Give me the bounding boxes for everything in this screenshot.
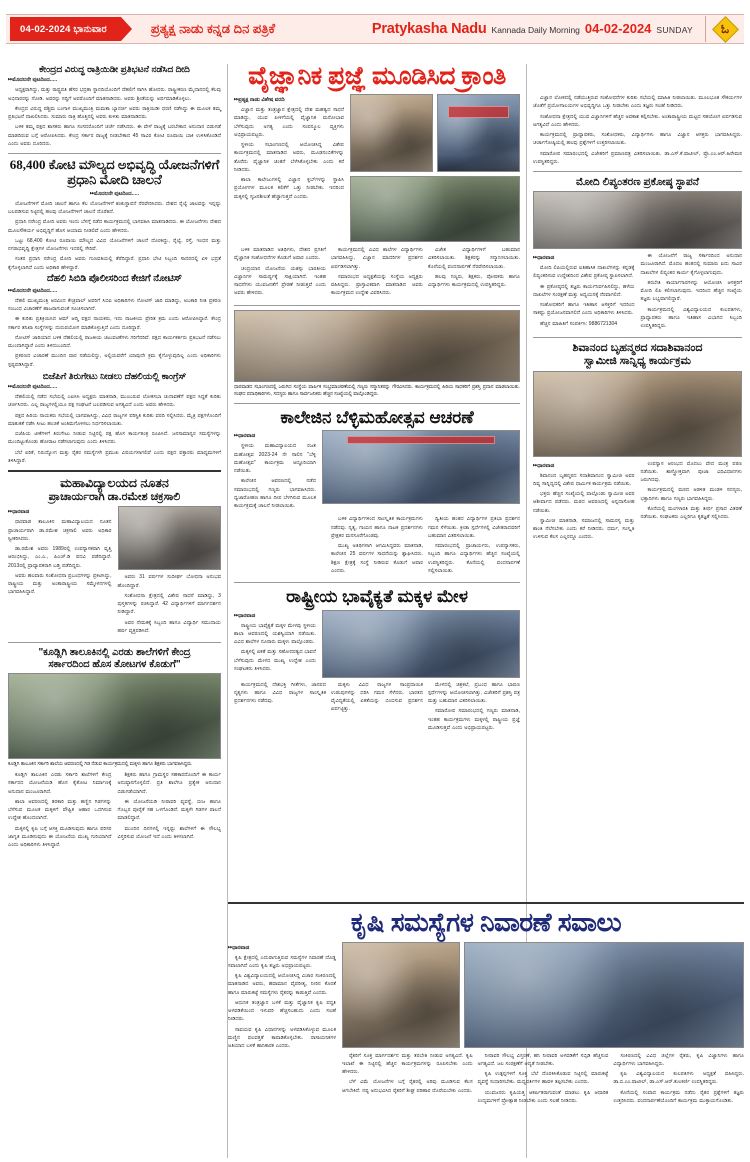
story-modi-projects-body bbox=[8, 200, 221, 272]
story-mela-body1 bbox=[234, 622, 316, 674]
felicitation-group-photo-caption: ಧಾರವಾಡದ ಸಭಾಂಗಣದಲ್ಲಿ ಜರುಗಿದ ಸಂಸ್ಥೆಯ ವಾರ್ಷಿಕ ಸಂಭ್ರಮಾಚರಣೆಯಲ್ಲಿ ಗಣ್ಯರು ಸನ್ಮಾನಿತರನ್ನು ಗೌರವಿಸಿದರು. ಕಾರ್ಯಕ್ರಮದಲ್ಲಿ ಹಿರಿಯ ಸಾಧಕರಿಗೆ ಪ್ರಶಸ್ತಿ ಪ್ರದಾನ ಮಾಡಲಾಯಿತು. ಸಂಘದ ಪದಾಧಿಕಾರಿಗಳು, ಸದಸ್ಯರು ಹಾಗೂ ಸಾರ್ವಜನಿಕರು ಹೆಚ್ಚಿನ ಸಂಖ್ಯೆಯಲ್ಲಿ ಪಾಲ್ಗೊಂಡಿದ್ದರು. bbox=[234, 384, 520, 397]
paragraph: ಸ್ಥಳೀಯ ಸಭಾಂಗಣದಲ್ಲಿ ಆಯೋಜಿಸಿದ್ದ ವಿಶೇಷ ಕಾರ್ಯಕ್ರಮದಲ್ಲಿ ಮಾತನಾಡಿದ ಅವರು, ಮೂಢನಂಬಿಕೆಗಳನ್ನು ತೊರೆದು ವೈಜ್ಞಾನಿಕ ಚಿಂತನೆ ಬೆಳೆಸಿಕೊಳ್ಳಬೇಕು ಎಂದು ಕರೆ ನೀಡಿದರು. bbox=[234, 142, 344, 173]
kudligi-school-photo bbox=[8, 673, 221, 759]
story-delhi-notice-headline: ದೆಹಲಿ ಸಿಬಿಡಿ ಪೊಲೀಸರಿಂದ ಕೇಜಿಗೆ ನೋಟಿಸ್ bbox=[46, 272, 182, 284]
lead-body-col1 bbox=[234, 246, 326, 300]
lead-photos bbox=[350, 94, 520, 242]
paragraph: ಧಾರವಾಡ ತಾಲೂಕಿನ ಮಹಾವಿದ್ಯಾಲಯದ ನೂತನ ಪ್ರಾಚಾರ್ಯರಾಗಿ ಡಾ.ರಮೇಶ ಚಕ್ರಸಾಲಿ ಅವರು ಅಧಿಕಾರ ಸ್ವೀಕರಿಸಿದರು. bbox=[8, 519, 112, 542]
paragraph: ವಿಜ್ಞಾನ ಮತ್ತು ತಂತ್ರಜ್ಞಾನ ಕ್ಷೇತ್ರದಲ್ಲಿ ದೇಶ ಮಹತ್ವದ ಸಾಧನೆ ಮಾಡಿದ್ದು, ಯುವ ಪೀಳಿಗೆಯಲ್ಲಿ ವೈಜ್ಞಾನಿಕ ಮನೋಭಾವ ಬೆಳೆಸುವುದು ಅಗತ್ಯ ಎಂದು ಸಂಪನ್ಮೂಲ ವ್ಯಕ್ತಿಗಳು ಅಭಿಪ್ರಾಯಪಟ್ಟರು. bbox=[234, 107, 344, 138]
paragraph: ಈ ಯೋಜನೆಗೆ ರಾಜ್ಯ ಸರ್ಕಾರದಿಂದ ಅನುದಾನ ಮಂಜೂರಾಗಿದೆ. ಮೊದಲ ಹಂತದಲ್ಲಿ ಸುಮಾರು ಐದು ಸಾವಿರ ದಾಖಲೆಗಳ ಲಿಪ್ಯಂತರ ಕಾರ್ಯ ಕೈಗೊಳ್ಳಲಾಗುವುದು. bbox=[640, 253, 742, 276]
lead-sidebar-text bbox=[533, 94, 742, 166]
paragraph: ಸಂಶೋಧಕರಿಗೆ ಹಾಗೂ ಇತಿಹಾಸ ಆಸಕ್ತರಿಗೆ ಇದರಿಂದ ಸಾಕಷ್ಟು ಪ್ರಯೋಜನವಾಗಲಿದೆ ಎಂದು ಅಧಿಕಾರಿಗಳು ತಿಳಿಸಿದರು. bbox=[533, 302, 635, 317]
bottom-story-text-columns bbox=[342, 1052, 744, 1108]
kudligi-school-photo-caption: ಕೂಡ್ಲಿಗಿ ತಾಲೂಕಿನ ಸರ್ಕಾರಿ ಶಾಲೆಯ ಆವರಣದಲ್ಲಿ ಗಿಡ ನೆಡುವ ಕಾರ್ಯಕ್ರಮದಲ್ಲಿ ಮಕ್ಕಳು ಹಾಗೂ ಶಿಕ್ಷಕರು ಭಾಗವಹಿಸಿದ್ದರು. bbox=[8, 762, 193, 767]
paragraph: ಸಂಶೋಧನಾ ಕ್ಷೇತ್ರದಲ್ಲಿ ವಿಶೇಷ ಸಾಧನೆ ಮಾಡಿದ್ದು, 3 ಪುಸ್ತಕಗಳನ್ನು ರಚಿಸಿದ್ದಾರೆ. 42 ವಿದ್ಯಾರ್ಥಿಗಳಿಗೆ ಮಾರ್ಗದರ್ಶನ ನೀಡಿದ್ದಾರೆ. bbox=[117, 592, 221, 616]
paragraph: ಹಲವು ಗಣ್ಯರು, ಶಿಕ್ಷಕರು, ಪೋಷಕರು ಹಾಗೂ ವಿದ್ಯಾರ್ಥಿಗಳು ಕಾರ್ಯಕ್ರಮದಲ್ಲಿ ಉಪಸ್ಥಿತರಿದ್ದರು. bbox=[428, 273, 520, 288]
masthead-english-block bbox=[372, 21, 705, 37]
paragraph: ಉಪನ್ಯಾಸ ಆರಂಭದ ಮೊದಲು ವೇದ ಮಂತ್ರ ಪಠಣ ನಡೆಯಿತು. ಶಾಸ್ತ್ರೋಕ್ತವಾಗಿ ಪೂಜಾ ವಿಧಿವಿಧಾನಗಳು ಜರುಗಿದವು. bbox=[640, 460, 742, 484]
story-college-top bbox=[234, 430, 520, 512]
paragraph: ಈ ಪ್ರಕೋಷ್ಠದಲ್ಲಿ ತಜ್ಞರು ಕಾರ್ಯನಿರ್ವಹಿಸಲಿದ್ದು, ಹಳೆಯ ದಾಖಲೆಗಳ ಸಂರಕ್ಷಣೆ ಮತ್ತು ಅಧ್ಯಯನಕ್ಕೆ ನೆರವಾಗಲಿದೆ. bbox=[533, 283, 635, 298]
paragraph: ಸ್ಥಳೀಯ ಮಹಾವಿದ್ಯಾಲಯದ ರಜತ ಮಹೋತ್ಸವ 2023-24 ನೇ ಸಾಲಿನ "ಬೆಳ್ಳಿ ಮಹೋತ್ಸವ" ಕಾರ್ಯಕ್ರಮ ಅದ್ಧೂರಿಯಾಗಿ ನಡೆಯಿತು. bbox=[234, 443, 316, 475]
photo-figures bbox=[323, 642, 519, 672]
paragraph: ಕೇಂದ್ರದ ವಿರುದ್ಧ ಪಶ್ಚಿಮ ಬಂಗಾಳ ಮುಖ್ಯಮಂತ್ರಿ ಮಮತಾ ಬ್ಯಾನರ್ಜಿ ಅವರು ರಾತ್ರಿಯಿಡೀ ಧರಣಿ ನಡೆಸಿದ್ದು ಈ ಮೂಲಕ ತಮ್ಮ ಪ್ರತಿಭಟನೆ ದಾಖಲಿಸಿದರು. ಸುಮಾರು ರಾತ್ರಿ ಹೊತ್ತಿನಲ್ಲಿ ಅವರು ಕುಳಿತು ಮಾತನಾಡಿದರು. bbox=[8, 105, 221, 121]
paragraph: ತರಬೇತಿ ಕಾರ್ಯಾಗಾರಗಳನ್ನು ಆಯೋಜಿಸಿ ಆಸಕ್ತರಿಗೆ ಮೋದಿ ಲಿಪಿ ಕಲಿಸಲಾಗುವುದು. ಇದರಿಂದ ಹೆಚ್ಚಿನ ಸಂಖ್ಯೆಯ ತಜ್ಞರು ಲಭ್ಯವಾಗಲಿದ್ದಾರೆ. bbox=[640, 279, 742, 303]
story-modi-projects bbox=[8, 158, 221, 272]
lead-body-left bbox=[234, 106, 344, 201]
paragraph: ವಿಜೇತ ವಿದ್ಯಾರ್ಥಿಗಳಿಗೆ ಬಹುಮಾನ ವಿತರಿಸಲಾಯಿತು. ಶಿಕ್ಷಕರನ್ನು ಸನ್ಮಾನಿಸಲಾಯಿತು. ಕೊನೆಯಲ್ಲಿ ವಂದನಾರ್ಪಣೆ ನೆರವೇರಿಸಲಾಯಿತು. bbox=[428, 247, 520, 270]
story-college-dateline: ▸▸ ಧಾರವಾಡ bbox=[234, 433, 316, 440]
lead-byline: ▸▸ ಪ್ರತ್ಯಕ್ಷ ನಾಡು ವಿಶೇಷ ವರದಿ bbox=[234, 97, 344, 104]
paragraph: ಮುಖ್ಯ ಅತಿಥಿಗಳಾಗಿ ಆಗಮಿಸಿದ್ದವರು ಮಾತನಾಡಿ, ಕಾಲೇಜಿನ 25 ವರ್ಷಗಳ ಸಾಧನೆಯನ್ನು ಶ್ಲಾಘಿಸಿದರು. ಶಿಕ್ಷಣ ಕ್ಷೇತ್ರಕ್ಕೆ ಸಂಸ್ಥೆ ನೀಡಿರುವ ಕೊಡುಗೆ ಅಪಾರ ಎಂದರು. bbox=[331, 543, 423, 574]
paragraph: ಮೋದಿ ಲಿಪಿಯಲ್ಲಿರುವ ಐತಿಹಾಸಿಕ ದಾಖಲೆಗಳನ್ನು ಕನ್ನಡಕ್ಕೆ ಲಿಪ್ಯಂತರಿಸುವ ಉದ್ದೇಶದಿಂದ ವಿಶೇಷ ಪ್ರಕೋಷ್ಠ ಸ್ಥಾಪಿಸಲಾಗಿದೆ. bbox=[533, 265, 635, 280]
story-mela-col1 bbox=[234, 610, 316, 678]
photo-figures bbox=[351, 208, 519, 237]
divider bbox=[533, 337, 742, 338]
paragraph: ಸಮಾರೋಪ ಸಮಾರಂಭದಲ್ಲಿ ಗಣ್ಯರು ಮಾತನಾಡಿ, ಇಂತಹ ಕಾರ್ಯಕ್ರಮಗಳು ಮಕ್ಕಳಲ್ಲಿ ರಾಷ್ಟ್ರೀಯ ಪ್ರಜ್ಞೆ ಮೂಡಿಸುತ್ತವೆ ಎಂದು ಅಭಿಪ್ರಾಯಪಟ್ಟರು. bbox=[428, 708, 520, 731]
paragraph: ಈ ಕುರಿತು ಪ್ರತಿಕ್ರಿಯಿಸಿದ ಆಮ್ ಆದ್ಮಿ ಪಕ್ಷದ ನಾಯಕರು, ಇದು ರಾಜಕೀಯ ಪ್ರೇರಿತ ಕ್ರಮ ಎಂದು ಆರೋಪಿಸಿದ್ದಾರೆ. ಕೇಂದ್ರ ಸರ್ಕಾರ ತನಿಖಾ ಸಂಸ್ಥೆಗಳನ್ನು ದುರುಪಯೋಗ ಮಾಡಿಕೊಳ್ಳುತ್ತಿದೆ ಎಂದು ದೂರಿದ್ದಾರೆ. bbox=[8, 316, 221, 331]
paragraph: ವಿಜ್ಞಾನ ಲೋಕದಲ್ಲಿ ನಡೆಯುತ್ತಿರುವ ಸಂಶೋಧನೆಗಳ ಕುರಿತು ಸಭೆಯಲ್ಲಿ ಮಾಹಿತಿ ನೀಡಲಾಯಿತು. ಮೂಲಭೂತ ಸೌಕರ್ಯಗಳ ಜೊತೆಗೆ ಪ್ರಯೋಗಾಲಯಗಳ ಅಭಿವೃದ್ಧಿಗೂ ಒತ್ತು ನೀಡಬೇಕು ಎಂದು ತಜ್ಞರು ಸಲಹೆ ನೀಡಿದರು. bbox=[533, 95, 742, 110]
paragraph: ನೋಟಿಸ್ ಜಾರಿಯಾದ ಬಳಿಕ ದೆಹಲಿಯಲ್ಲಿ ರಾಜಕೀಯ ಚಟುವಟಿಕೆಗಳು ಗರಿಗೆದರಿವೆ. ಪಕ್ಷದ ಕಾರ್ಯಕರ್ತರು ಪ್ರತಿಭಟನೆ ನಡೆಸಲು ಮುಂದಾಗಿದ್ದಾರೆ ಎಂದು ತಿಳಿದುಬಂದಿದೆ. bbox=[8, 334, 221, 350]
paragraph: ಈ ಯೋಜನೆಯಡಿ ನೀರಾವರಿ ವ್ಯವಸ್ಥೆ, ಬೀಜ ಹಾಗೂ ಗೊಬ್ಬರ ಪೂರೈಕೆ ಸಹ ಒಳಗೊಂಡಿದೆ. ಮಕ್ಕಳೇ ಗಿಡಗಳ ಪಾಲನೆ ಮಾಡಲಿದ್ದಾರೆ. bbox=[117, 798, 221, 822]
lead-stage-banner bbox=[448, 106, 510, 118]
story-principal-col-right bbox=[118, 506, 222, 637]
story-congress-headline: ಬಿಜೆಪಿಗೆ ತಿರುಗೇಟು ನೀಡಲು ದೆಹಲಿಯಲ್ಲಿ ಕಾಂಗ್ರೆಸ್ bbox=[42, 370, 187, 381]
paragraph: ಕೃಷಿ ವಿಶ್ವವಿದ್ಯಾಲಯದ ಕುಲಪತಿಗಳು ಅಧ್ಯಕ್ಷತೆ ವಹಿಸಿದ್ದರು. ಡಾ.ಬಿ.ಎಂ.ಪಾಟೀಲ್, ಡಾ.ಎಸ್.ಆರ್.ಕುಲಕರ್ಣಿ ಉಪಸ್ಥಿತರಿದ್ದರು. bbox=[613, 1071, 745, 1086]
paragraph: ಸಾವಯವ ಕೃಷಿ ವಿಧಾನಗಳನ್ನು ಅಳವಡಿಸಿಕೊಳ್ಳುವ ಮೂಲಕ ಮಣ್ಣಿನ ಫಲವತ್ತತೆ ಕಾಪಾಡಿಕೊಳ್ಳಬೇಕು. ರಾಸಾಯನಿಕಗಳ ಅತಿಯಾದ ಬಳಕೆ ಹಾನಿಕಾರಕ ಎಂದರು. bbox=[228, 1026, 336, 1050]
paragraph: ಮಕ್ಕಳು ವಿವಿಧ ರಾಜ್ಯಗಳ ಸಾಂಪ್ರದಾಯಿಕ ಉಡುಪುಗಳನ್ನು ಧರಿಸಿ ಗಮನ ಸೆಳೆದರು. ಭಾರತದ ವೈವಿಧ್ಯತೆಯಲ್ಲಿ ಏಕತೆಯನ್ನು ಬಿಂಬಿಸುವ ಪ್ರದರ್ಶನ ಏರ್ಪಟ್ಟಿತ್ತು. bbox=[331, 681, 423, 713]
story-college-body-col3 bbox=[428, 515, 520, 577]
story-kudligi-headline-line1: "ಕೂಡ್ಲಿಗಿ ತಾಲೂಕಿನಲ್ಲಿ ಎರಡು ಶಾಲೆಗಳಿಗೆ ಕೇಂದ್ರ bbox=[38, 647, 191, 658]
story-shivananda-columns bbox=[533, 460, 742, 544]
story-mela-body-col2 bbox=[331, 681, 423, 735]
story-mela-body-col1 bbox=[234, 681, 326, 735]
story-kudligi-columns bbox=[8, 771, 221, 851]
story-college-silver-jubilee bbox=[234, 408, 520, 577]
bottom-story-agriculture bbox=[228, 902, 744, 1158]
story-mela-headline: ರಾಷ್ಟ್ರೀಯ ಭಾವೈಕ್ಯತೆ ಮಕ್ಕಳ ಮೇಳ bbox=[286, 587, 468, 607]
story-shivananda-body1 bbox=[533, 472, 635, 542]
paragraph: ದ್ವಿತೀಯ ಹಂತದ ವಿದ್ಯಾರ್ಥಿಗಳ ಪ್ರತಿಭಾ ಪ್ರದರ್ಶನ ಗಮನ ಸೆಳೆಯಿತು. ಕ್ರೀಡಾ ಸ್ಪರ್ಧೆಗಳಲ್ಲಿ ವಿಜೇತರಾದವರಿಗೆ ಬಹುಮಾನ ವಿತರಿಸಲಾಯಿತು. bbox=[428, 516, 520, 539]
paragraph: ಕಾಲೇಜಿನ ಆವರಣದಲ್ಲಿ ನಡೆದ ಸಮಾರಂಭದಲ್ಲಿ ಗಣ್ಯರು ಭಾಗವಹಿಸಿದರು. ಧ್ವಜಾರೋಹಣ ಹಾಗೂ ದೀಪ ಬೆಳಗಿಸುವ ಮೂಲಕ ಕಾರ್ಯಕ್ರಮಕ್ಕೆ ಚಾಲನೆ ನೀಡಲಾಯಿತು. bbox=[234, 478, 316, 510]
bottom-story-col3 bbox=[478, 1052, 609, 1108]
bottom-story-col2 bbox=[342, 1052, 473, 1108]
story-principal-headline-line1: ಮಹಾವಿದ್ಯಾಲಯದ ನೂತನ bbox=[60, 476, 169, 491]
paragraph: ಕೃಷಿ ವಿಶ್ವವಿದ್ಯಾಲಯದಲ್ಲಿ ಆಯೋಜಿಸಿದ್ದ ವಿಚಾರ ಸಂಕಿರಣದಲ್ಲಿ ಮಾತನಾಡಿದ ಅವರು, ಹವಾಮಾನ ವೈಪರೀತ್ಯ, ನೀರಿನ ಕೊರತೆ ಹಾಗೂ ಮಾರುಕಟ್ಟೆ ಸಮಸ್ಯೆಗಳು ರೈತರನ್ನು ಕಾಡುತ್ತಿವೆ ಎಂದರು. bbox=[228, 973, 336, 996]
paragraph: ಕಾರ್ಯಕ್ರಮದಲ್ಲಿ ವಿವಿಧ ಶಾಲೆಗಳ ವಿದ್ಯಾರ್ಥಿಗಳು ಭಾಗವಹಿಸಿದ್ದು, ವಿಜ್ಞಾನ ಮಾದರಿಗಳ ಪ್ರದರ್ಶನ ಏರ್ಪಡಿಸಲಾಗಿತ್ತು. bbox=[331, 247, 423, 270]
masthead-logo-icon bbox=[712, 16, 738, 42]
story-congress-body bbox=[8, 393, 221, 465]
paragraph: ಬೆಳೆ ವಿಮೆ ಯೋಜನೆಗಳ ಬಗ್ಗೆ ರೈತರಲ್ಲಿ ಅರಿವು ಮೂಡಿಸುವ ಕೆಲಸ ಆಗಬೇಕಿದೆ. ನಷ್ಟ ಅನುಭವಿಸಿದ ರೈತರಿಗೆ ಶೀಘ್ರ ಪರಿಹಾರ ದೊರೆಯಬೇಕು ಎಂದರು. bbox=[342, 1079, 473, 1094]
divider bbox=[228, 902, 744, 904]
paragraph: ಬೆಲೆ ಏರಿಕೆ, ನಿರುದ್ಯೋಗ ಮತ್ತು ರೈತರ ಸಮಸ್ಯೆಗಳೇ ಪ್ರಮುಖ ವಿಷಯಗಳಾಗಲಿವೆ ಎಂದು ಪಕ್ಷದ ವಕ್ತಾರರು ಮಾಧ್ಯಮಗಳಿಗೆ ತಿಳಿಸಿದ್ದಾರೆ. bbox=[8, 449, 221, 464]
story-modi-script-columns bbox=[533, 252, 742, 332]
paragraph: ಯುವಜನರು ಕೃಷಿಯತ್ತ ಆಕರ್ಷಿತರಾಗುವಂತೆ ಮಾಡಲು ಕೃಷಿ ಆಧಾರಿತ ಉದ್ಯಮಗಳಿಗೆ ಪ್ರೋತ್ಸಾಹ ನೀಡಬೇಕು ಎಂದು ಸಲಹೆ ನೀಡಿದರು. bbox=[477, 1089, 609, 1104]
paragraph: ಶಾಲಾ ಆವರಣದಲ್ಲಿ ತರಕಾರಿ ಮತ್ತು ಹಣ್ಣಿನ ಗಿಡಗಳನ್ನು ಬೆಳೆಸುವ ಮೂಲಕ ಮಕ್ಕಳಿಗೆ ಪೌಷ್ಟಿಕ ಆಹಾರ ಒದಗಿಸುವ ಉದ್ದೇಶ ಹೊಂದಲಾಗಿದೆ. bbox=[8, 798, 112, 822]
lead-body-col2 bbox=[331, 246, 423, 300]
story-kendra-body bbox=[8, 86, 221, 148]
paragraph: ಸಮಾರಂಭದಲ್ಲಿ ಪ್ರಾಚಾರ್ಯರು, ಉಪನ್ಯಾಸಕರು, ಸಿಬ್ಬಂದಿ ಹಾಗೂ ವಿದ್ಯಾರ್ಥಿಗಳು ಹೆಚ್ಚಿನ ಸಂಖ್ಯೆಯಲ್ಲಿ ಉಪಸ್ಥಿತರಿದ್ದರು. ಕೊನೆಯಲ್ಲಿ ವಂದನಾರ್ಪಣೆ ಸಲ್ಲಿಸಲಾಯಿತು. bbox=[428, 543, 520, 574]
story-modi-script-col1 bbox=[533, 252, 635, 332]
story-modi-script-cell bbox=[533, 176, 742, 332]
paragraph: ಸಂಕಿರಣದಲ್ಲಿ ವಿವಿಧ ಜಿಲ್ಲೆಗಳ ರೈತರು, ಕೃಷಿ ವಿಜ್ಞಾನಿಗಳು ಹಾಗೂ ವಿದ್ಯಾರ್ಥಿಗಳು ಭಾಗವಹಿಸಿದ್ದರು. bbox=[613, 1052, 745, 1067]
contact-number: ಹೆಚ್ಚಿನ ಮಾಹಿತಿಗೆ ಸಂಪರ್ಕಿಸಿ: 9886721304 bbox=[540, 320, 618, 327]
masthead bbox=[6, 14, 744, 44]
bottom-story-body1 bbox=[228, 954, 336, 1051]
story-principal-col-left bbox=[8, 506, 112, 637]
bottom-story-photo-and-text bbox=[342, 942, 744, 1108]
paragraph: ಶಿವಾನಂದ ಬೃಹನ್ಮಠದ ಸದಾಶಿವಾನಂದ ಸ್ವಾಮೀಜಿ ಅವರ ದಿವ್ಯ ಸಾನ್ನಿಧ್ಯದಲ್ಲಿ ವಿಶೇಷ ಧಾರ್ಮಿಕ ಕಾರ್ಯಕ್ರಮ ನಡೆಯಿತು. bbox=[533, 472, 635, 487]
paragraph: ರೈತರಿಗೆ ಸೂಕ್ತ ಮಾರ್ಗದರ್ಶನ ಮತ್ತು ತರಬೇತಿ ನೀಡುವ ಅಗತ್ಯವಿದೆ. ಕೃಷಿ ಇಲಾಖೆ ಈ ನಿಟ್ಟಿನಲ್ಲಿ ಹೆಚ್ಚಿನ ಕಾರ್ಯಕ್ರಮಗಳನ್ನು ರೂಪಿಸಬೇಕು ಎಂದು ಹೇಳಿದರು. bbox=[342, 1052, 473, 1076]
paragraph: ಭಕ್ತರು ಹೆಚ್ಚಿನ ಸಂಖ್ಯೆಯಲ್ಲಿ ಪಾಲ್ಗೊಂಡು ಸ್ವಾಮೀಜಿ ಅವರ ಆಶೀರ್ವಾದ ಪಡೆದರು. ಮಠದ ಆವರಣದಲ್ಲಿ ಅನ್ನದಾಸೋಹ ನಡೆಯಿತು. bbox=[533, 491, 635, 514]
photo-figures bbox=[323, 466, 519, 499]
story-shivananda-math bbox=[533, 342, 742, 543]
photo-caption-strip bbox=[438, 154, 519, 171]
paragraph: ಅವರ ನೇಮಕಕ್ಕೆ ಸಿಬ್ಬಂದಿ ಹಾಗೂ ವಿದ್ಯಾರ್ಥಿ ಸಮುದಾಯ ಹರ್ಷ ವ್ಯಕ್ತಪಡಿಸಿದೆ. bbox=[117, 619, 221, 634]
story-mela-top bbox=[234, 610, 520, 678]
story-kudligi-schools bbox=[8, 647, 221, 851]
story-modi-projects-byline: ▸▸ ಮೊದಲನೇ ಪುಟದಿಂದ..... bbox=[8, 191, 221, 198]
photo-figures bbox=[9, 714, 220, 753]
story-kudligi-body-right bbox=[118, 771, 222, 851]
shivananda-event-photo bbox=[533, 371, 742, 457]
story-congress-byline: ▸▸ ಮೊದಲನೇ ಪುಟದಿಂದ..... bbox=[8, 384, 221, 391]
story-principal-dateline: ▸▸ ಧಾರವಾಡ bbox=[8, 509, 112, 516]
agriculture-speaker-photo bbox=[342, 942, 460, 1048]
divider bbox=[8, 642, 221, 643]
story-delhi-notice-body bbox=[8, 297, 221, 369]
paragraph: ಬಿಜೆಪಿಯ ಟೀಕೆಗಳಿಗೆ ತಿರುಗೇಟು ನೀಡುವ ನಿಟ್ಟಿನಲ್ಲಿ ಪಕ್ಷ ಹೊಸ ಕಾರ್ಯತಂತ್ರ ರೂಪಿಸಿದೆ. ಜನಸಾಮಾನ್ಯರ ಸಮಸ್ಯೆಗಳನ್ನು ಮುಂದಿಟ್ಟುಕೊಂಡು ಹೋರಾಟ ನಡೆಸಲಾಗುವುದು ಎಂದು ತಿಳಿಸಿದರು. bbox=[8, 431, 221, 446]
paragraph: ಕೊನೆಯಲ್ಲಿ ಮಂಗಳಾರತಿ ಮತ್ತು ತೀರ್ಥ ಪ್ರಸಾದ ವಿತರಣೆ ನಡೆಯಿತು. ಸಂಘಟಕರು ಎಲ್ಲರಿಗೂ ಕೃತಜ್ಞತೆ ಸಲ್ಲಿಸಿದರು. bbox=[640, 505, 742, 521]
story-mela-photo-wrap bbox=[322, 610, 520, 678]
story-mela-body-col3 bbox=[428, 681, 520, 735]
divider bbox=[533, 171, 742, 172]
paragraph: ಪಕ್ಷದ ಹಿರಿಯ ನಾಯಕರು ಸಭೆಯಲ್ಲಿ ಭಾಗವಹಿಸಿದ್ದು, ವಿವಿಧ ರಾಜ್ಯಗಳ ಪರಿಸ್ಥಿತಿ ಕುರಿತು ವರದಿ ಸಲ್ಲಿಸಿದರು. ಮೈತ್ರಿ ಪಕ್ಷಗಳೊಂದಿಗೆ ಮಾತುಕತೆ ನಡೆಸಿ ಸೀಟು ಹಂಚಿಕೆ ಅಂತಿಮಗೊಳಿಸಲು ನಿರ್ಧರಿಸಲಾಯಿತು. bbox=[8, 412, 221, 427]
story-kendra bbox=[8, 64, 221, 148]
paragraph: ಬಳಿಕ ವಿದ್ಯಾರ್ಥಿಗಳಿಂದ ಸಾಂಸ್ಕೃತಿಕ ಕಾರ್ಯಕ್ರಮಗಳು ನಡೆದವು. ನೃತ್ಯ, ಗಾಯನ ಹಾಗೂ ನಾಟಕ ಪ್ರದರ್ಶನಗಳು ಪ್ರೇಕ್ಷಕರ ಮನಸೂರೆಗೊಂಡವು. bbox=[331, 516, 423, 539]
modi-script-photo bbox=[533, 191, 742, 249]
photo-figures bbox=[465, 993, 743, 1041]
divider bbox=[234, 582, 520, 583]
story-shivananda-dateline: ▸▸ ಧಾರವಾಡ bbox=[533, 463, 635, 470]
photo-texture bbox=[534, 192, 741, 248]
lead-photo-row bbox=[350, 94, 520, 172]
college-group-photo bbox=[322, 430, 520, 504]
story-kudligi-body-left bbox=[8, 771, 112, 851]
lead-speaker-photo bbox=[350, 94, 433, 172]
paragraph: ಮಕ್ಕಳಲ್ಲಿ ಕೃಷಿ ಬಗ್ಗೆ ಆಸಕ್ತಿ ಮೂಡಿಸುವುದು ಹಾಗೂ ಪರಿಸರ ಜಾಗೃತಿ ಮೂಡಿಸುವುದು ಈ ಯೋಜನೆಯ ಮುಖ್ಯ ಗುರಿಯಾಗಿದೆ ಎಂದು ಅಧಿಕಾರಿಗಳು ತಿಳಿಸಿದ್ದಾರೆ. bbox=[8, 825, 112, 849]
paragraph: ಅಧ್ಯಕ್ಷರಾಗಿದ್ದು, ಮತ್ತು ರಾಷ್ಟ್ರಪತಿ ಹೆಸರ ಭದ್ರತಾ ಸ್ಥಾನದಿಯೊಂದಿಗೆ ದೆಹಲಿಗೆ ಸಾಗಿಸಿ ಹೋದರು. ರಾಷ್ಟ್ರೀಕರಣ ಮೈದಾನದಲ್ಲಿ ಕೆಲವು ಅಭಿನಾರರನ್ನು ನೋಡಿ. ಅವರನ್ನು ಸದ್ದಿಗೆ ಅವರೊಂದಿಗೆ ಮಾತನಾಡಿದರು. ಅವರು ಶ್ರೀಡೆಯನ್ನು ಅರ್ಥಮಾಡಿಕೊಳ್ಳಲು. bbox=[8, 87, 221, 102]
story-shivananda-headline-line2: ಸ್ವಾಮೀಜಿ ಸಾನ್ನಿಧ್ಯ ಕಾರ್ಯಕ್ರಮ bbox=[583, 354, 691, 367]
paragraph: ಮಕ್ಕಳಲ್ಲಿ ಏಕತೆ ಮತ್ತು ಸಹೋದರತ್ವದ ಭಾವನೆ ಬೆಳೆಸುವುದು ಮೇಳದ ಮುಖ್ಯ ಉದ್ದೇಶ ಎಂದು ಸಂಘಟಕರು ತಿಳಿಸಿದರು. bbox=[234, 649, 316, 672]
photo-texture bbox=[343, 943, 459, 1047]
paragraph: ಪ್ರಧಾನಿ ನರೇಂದ್ರ ಮೋದಿ ಅವರು ಇಂದು ಬೆಳಗ್ಗೆ ನಡೆದ ಕಾರ್ಯಕ್ರಮದಲ್ಲಿ ಭಾಗವಹಿಸಿ ಮಾತನಾಡಿದರು. ಈ ಯೋಜನೆಗಳು ದೇಶದ ಮೂಲಸೌಕರ್ಯ ಅಭಿವೃದ್ಧಿಗೆ ಹೊಸ ಆಯಾಮ ನೀಡಲಿವೆ ಎಂದು ಹೇಳಿದರು. bbox=[8, 219, 221, 234]
paragraph: ಕೃಷಿ ಉತ್ಪನ್ನಗಳಿಗೆ ಸೂಕ್ತ ಬೆಲೆ ದೊರಕಿಸಿಕೊಡುವ ನಿಟ್ಟಿನಲ್ಲಿ ಮಾರುಕಟ್ಟೆ ವ್ಯವಸ್ಥೆ ಸುಧಾರಿಸಬೇಕು. ಮಧ್ಯವರ್ತಿಗಳ ಹಾವಳಿ ತಪ್ಪಿಸಬೇಕು ಎಂದರು. bbox=[477, 1071, 609, 1086]
agriculture-dais-photo bbox=[464, 942, 744, 1048]
story-modi-script-body2 bbox=[641, 252, 743, 330]
felicitation-group-photo bbox=[234, 310, 520, 382]
paragraph: ಆಧುನಿಕ ತಂತ್ರಜ್ಞಾನ ಬಳಕೆ ಮತ್ತು ವೈಜ್ಞಾನಿಕ ಕೃಷಿ ಪದ್ಧತಿ ಅಳವಡಿಕೆಯಿಂದ ಇಳುವರಿ ಹೆಚ್ಚಿಸಬಹುದು ಎಂದು ಸಲಹೆ ನೀಡಿದರು. bbox=[228, 999, 336, 1023]
paragraph: ಸಂತರ ಪ್ರಧಾನಿ ನರೇಂದ್ರ ಮೋದಿ ಅವರು ಗುಣವತಿಯಲ್ಲಿ ತೆರೆದಿದ್ದಾರೆ. ಪ್ರಧಾನಿ ಭೇಟಿ ಸಿಬ್ಬಂದಿ ಸಾದರದಲ್ಲಿ ಏಳಿ ಭದ್ರತೆ ಕೈಗೊಳ್ಳಲಾಗಿದೆ ಎಂದು ಅಧಿಕಾರಿ ಹೇಳಿದ್ದಾರೆ. bbox=[8, 256, 221, 271]
photo-texture bbox=[351, 95, 432, 171]
paragraph: ಚಂದ್ರಯಾನ ಯೋಜನೆಯ ಯಶಸ್ಸು ಭಾರತೀಯ ವಿಜ್ಞಾನಿಗಳ ಸಾಮರ್ಥ್ಯಕ್ಕೆ ಸಾಕ್ಷಿಯಾಗಿದೆ. ಇಂತಹ ಸಾಧನೆಗಳು ಯುವಜನತೆಗೆ ಪ್ರೇರಣೆ ನೀಡುತ್ತವೆ ಎಂದು ಅವರು ಹೇಳಿದರು. bbox=[234, 265, 326, 297]
paragraph: ಕೊನೆಯಲ್ಲಿ ಸಂವಾದ ಕಾರ್ಯಕ್ರಮ ನಡೆದು ರೈತರ ಪ್ರಶ್ನೆಗಳಿಗೆ ತಜ್ಞರು ಉತ್ತರಿಸಿದರು. ವಂದನಾರ್ಪಣೆಯೊಂದಿಗೆ ಕಾರ್ಯಕ್ರಮ ಮುಕ್ತಾಯಗೊಂಡಿತು. bbox=[613, 1089, 745, 1104]
story-shivananda-body2 bbox=[641, 460, 743, 522]
paragraph: ಶಿಕ್ಷಕರು ಹಾಗೂ ಗ್ರಾಮಸ್ಥರ ಸಹಕಾರದೊಂದಿಗೆ ಈ ಕಾರ್ಯ ಅನುಷ್ಠಾನಗೊಳ್ಳಲಿದೆ. ಪ್ರತಿ ಶಾಲೆಗೂ ಪ್ರತ್ಯೇಕ ಅನುದಾನ ಬಿಡುಗಡೆಯಾಗಿದೆ. bbox=[117, 772, 221, 795]
story-delhi-notice-byline: ▸▸ ಮೊದಲನೇ ಪುಟದಿಂದ..... bbox=[8, 288, 221, 295]
story-college-body-col2 bbox=[331, 515, 423, 577]
lead-headline: ವೈಜ್ಞಾನಿಕ ಪ್ರಜ್ಞೆ ಮೂಡಿಸಿದ ಕ್ರಾಂತಿ bbox=[248, 62, 506, 90]
story-college-headline: ಕಾಲೇಜಿನ ಬೆಳ್ಳಿಮಹೋತ್ಸವ ಆಚರಣೆ bbox=[280, 407, 474, 427]
paragraph: ಕಾರ್ಯಕ್ರಮದಲ್ಲಿ ದೇಶಭಕ್ತಿ ಗೀತೆಗಳು, ಜಾನಪದ ನೃತ್ಯಗಳು ಹಾಗೂ ವಿವಿಧ ರಾಜ್ಯಗಳ ಸಾಂಸ್ಕೃತಿಕ ಪ್ರದರ್ಶನಗಳು ನಡೆದವು. bbox=[234, 681, 326, 705]
paragraph: ನೀರಾವರಿ ಸೌಲಭ್ಯ ವಿಸ್ತರಣೆ, ಹನಿ ನೀರಾವರಿ ಅಳವಡಿಕೆಗೆ ಸಬ್ಸಿಡಿ ಹೆಚ್ಚಿಸುವ ಅಗತ್ಯವಿದೆ. ಜಲ ಸಂರಕ್ಷಣೆಗೆ ಆದ್ಯತೆ ನೀಡಬೇಕು. bbox=[477, 1052, 609, 1067]
paragraph: ಸ್ವಾಮೀಜಿ ಮಾತನಾಡಿ, ಸಮಾಜದಲ್ಲಿ ಸಾಮರಸ್ಯ ಮತ್ತು ಶಾಂತಿ ನೆಲೆಸಬೇಕು ಎಂದು ಕರೆ ನೀಡಿದರು. ಧರ್ಮ, ಸಂಸ್ಕೃತಿ ಉಳಿಸುವ ಕೆಲಸ ಎಲ್ಲರದ್ದೂ ಎಂದರು. bbox=[533, 517, 635, 541]
masthead-english-date: 04-02-2024 bbox=[584, 21, 652, 36]
paragraph: ಕೂಡ್ಲಿಗಿ ತಾಲೂಕಿನ ಎರಡು ಸರ್ಕಾರಿ ಶಾಲೆಗಳಿಗೆ ಕೇಂದ್ರ ಸರ್ಕಾರದ ಯೋಜನೆಯಡಿ ಹೊಸ ಕೈತೋಟ ನಿರ್ಮಾಣಕ್ಕೆ ಅನುದಾನ ಮಂಜೂರಾಗಿದೆ. bbox=[8, 772, 112, 795]
story-shivananda-headline-line1: ಶಿವಾನಂದ ಬೃಹನ್ಮಠದ ಸದಾಶಿವಾನಂದ bbox=[572, 342, 703, 355]
bottom-story-body-grid bbox=[228, 942, 744, 1108]
divider bbox=[8, 470, 221, 472]
story-principal-columns bbox=[8, 506, 221, 637]
paragraph: ಕೃಷಿ ಕ್ಷೇತ್ರದಲ್ಲಿ ಎದುರಾಗುತ್ತಿರುವ ಸಮಸ್ಯೆಗಳ ನಿವಾರಣೆ ದೊಡ್ಡ ಸವಾಲಾಗಿದೆ ಎಂದು ಕೃಷಿ ತಜ್ಞರು ಅಭಿಪ್ರಾಯಪಟ್ಟರು. bbox=[228, 954, 336, 969]
story-kendra-byline: ▸▸ ಮೊದಲನೇ ಪುಟದಿಂದ..... bbox=[8, 77, 221, 84]
paragraph: ಬಳಿಕ ಮಾತನಾಡಿದ ಅತಿಥಿಗಳು, ದೇಶದ ಪ್ರಗತಿಗೆ ವೈಜ್ಞಾನಿಕ ಸಂಶೋಧನೆಗಳ ಕೊಡುಗೆ ಅಪಾರ ಎಂದರು. bbox=[234, 247, 326, 262]
bottom-story-headline: ಕೃಷಿ ಸಮಸ್ಯೆಗಳ ನಿವಾರಣೆ ಸವಾಲು bbox=[350, 907, 622, 937]
paragraph: ಮೇಳದಲ್ಲಿ ಚಿತ್ರಕಲೆ, ಪ್ರಬಂಧ ಹಾಗೂ ಭಾಷಣ ಸ್ಪರ್ಧೆಗಳನ್ನು ಆಯೋಜಿಸಲಾಗಿತ್ತು. ವಿಜೇತರಿಗೆ ಪ್ರಶಸ್ತಿ ಪತ್ರ ಮತ್ತು ಬಹುಮಾನ ವಿತರಿಸಲಾಯಿತು. bbox=[428, 681, 520, 705]
masthead-english-title: Pratykasha Nadu bbox=[371, 21, 487, 37]
photo-texture bbox=[119, 507, 221, 569]
divider bbox=[8, 153, 221, 154]
bottom-story-col1 bbox=[228, 942, 336, 1108]
paragraph: ಡಾ.ರಮೇಶ ಅವರು 1989ರಲ್ಲಿ ಉಪನ್ಯಾಸಕರಾಗಿ ವೃತ್ತಿ ಆರಂಭಿಸಿದ್ದು, ಎಂ.ಎ., ಪಿಎಚ್.ಡಿ ಪದವಿ ಪಡೆದಿದ್ದಾರೆ. 2013ರಲ್ಲಿ ಪ್ರಾಧ್ಯಾಪಕರಾಗಿ ಬಡ್ತಿ ಪಡೆದಿದ್ದರು. bbox=[8, 546, 112, 569]
divider bbox=[234, 403, 520, 404]
paragraph: ಕಾರ್ಯಕ್ರಮದಲ್ಲಿ ಪ್ರಾಧ್ಯಾಪಕರು, ಸಂಶೋಧಕರು, ವಿದ್ಯಾರ್ಥಿಗಳು ಹಾಗೂ ವಿಜ್ಞಾನ ಆಸಕ್ತರು ಭಾಗವಹಿಸಿದ್ದರು. ಚರ್ಚಾಗೋಷ್ಠಿಯಲ್ಲಿ ಹಲವು ಪ್ರಶ್ನೆಗಳಿಗೆ ಉತ್ತರಿಸಲಾಯಿತು. bbox=[533, 132, 742, 147]
story-college-body1 bbox=[234, 442, 316, 510]
paragraph: ಪ್ರಕರಣದ ವಿಚಾರಣೆ ಮುಂದಿನ ವಾರ ನಡೆಯಲಿದ್ದು, ಅಲ್ಲಿಯವರೆಗೆ ಯಾವುದೇ ಕ್ರಮ ಕೈಗೊಳ್ಳುವುದಿಲ್ಲ ಎಂದು ಅಧಿಕಾರಿಗಳು ಸ್ಪಷ್ಟಪಡಿಸಿದ್ದಾರೆ. bbox=[8, 353, 221, 368]
story-shivananda-col1 bbox=[533, 460, 635, 544]
paragraph: ಒಟ್ಟು 68,400 ಕೋಟಿ ರೂಪಾಯಿ ಮೌಲ್ಯದ ವಿವಿಧ ಯೋಜನೆಗಳಿಗೆ ಚಾಲನೆ ದೊರಕಿದ್ದು, ರೈಲ್ವೆ, ರಸ್ತೆ, ಇಂಧನ ಮತ್ತು ನಗರಾಭಿವೃದ್ಧಿ ಕ್ಷೇತ್ರಗಳ ಯೋಜನೆಗಳು ಇದರಲ್ಲಿ ಸೇರಿವೆ. bbox=[8, 237, 221, 253]
paragraph: ಅವರು 31 ವರ್ಷಗಳ ಸುದೀರ್ಘ ಬೋಧನಾ ಅನುಭವ ಹೊಂದಿದ್ದಾರೆ. bbox=[117, 574, 221, 589]
story-college-photo-wrap bbox=[322, 430, 520, 512]
story-modi-script-headline: ಮೋದಿ ಲಿಪ್ಯಂತರಣ ಪ್ರಕೋಷ್ಠ ಸ್ಥಾಪನೆ bbox=[575, 176, 700, 188]
story-delhi-notice bbox=[8, 274, 221, 369]
masthead-divider bbox=[705, 16, 706, 42]
story-college-bottom bbox=[234, 515, 520, 577]
masthead-english-subtitle: Kannada Daily Morning bbox=[491, 25, 580, 35]
lead-audience-photo bbox=[350, 176, 520, 242]
story-college-col1 bbox=[234, 430, 316, 512]
photo-figures bbox=[235, 344, 519, 376]
college-photo-banner bbox=[347, 436, 496, 445]
paragraph: ಶಾಲಾ ಕಾಲೇಜುಗಳಲ್ಲಿ ವಿಜ್ಞಾನ ಕ್ಲಬ್‌ಗಳನ್ನು ಸ್ಥಾಪಿಸಿ ಪ್ರಯೋಗಗಳ ಮೂಲಕ ಕಲಿಕೆಗೆ ಒತ್ತು ನೀಡಬೇಕು. ಇದರಿಂದ ಮಕ್ಕಳಲ್ಲಿ ಸೃಜನಶೀಲತೆ ಹೆಚ್ಚಾಗುತ್ತದೆ ಎಂದರು. bbox=[234, 177, 344, 200]
paragraph: ರಾಷ್ಟ್ರೀಯ ಭಾವೈಕ್ಯತೆ ಮಕ್ಕಳ ಮೇಳವು ಸ್ಥಳೀಯ ಶಾಲಾ ಆವರಣದಲ್ಲಿ ಯಶಸ್ವಿಯಾಗಿ ನಡೆಯಿತು. ವಿವಿಧ ಶಾಲೆಗಳ ನೂರಾರು ಮಕ್ಕಳು ಪಾಲ್ಗೊಂಡರು. bbox=[234, 622, 316, 646]
left-column bbox=[6, 64, 228, 1158]
bottom-photo-row bbox=[342, 942, 744, 1048]
story-national-integration-mela bbox=[234, 587, 520, 734]
paragraph: ದೆಹಲಿ ಮುಖ್ಯಮಂತ್ರಿ ಅರವಿಂದ ಕೇಜ್ರಿವಾಲ್ ಅವರಿಗೆ ಸಿಬಿಐ ಅಧಿಕಾರಿಗಳು ನೋಟಿಸ್ ಜಾರಿ ಮಾಡಿದ್ದು, ಅಬಕಾರಿ ನೀತಿ ಪ್ರಕರಣ ಸಂಬಂಧ ವಿಚಾರಣೆಗೆ ಹಾಜರಾಗುವಂತೆ ಸೂಚಿಸಲಾಗಿದೆ. bbox=[8, 297, 221, 313]
photo-figures bbox=[534, 412, 741, 451]
masthead-date-flag: 04-02-2024 ಭಾನುವಾರ bbox=[10, 17, 121, 41]
divider bbox=[234, 305, 520, 306]
story-principal-headline-line2: ಪ್ರಾಚಾರ್ಯರಾಗಿ ಡಾ.ರಮೇಶ ಚಕ್ರಸಾಲಿ bbox=[48, 490, 181, 503]
lead-stage-photo bbox=[437, 94, 520, 172]
story-principal-body-left bbox=[8, 518, 112, 596]
story-modi-script-body1 bbox=[533, 264, 635, 328]
lead-bottom-text bbox=[234, 246, 520, 300]
paragraph: ಯೋಜನೆಗಳಿಗೆ ಮೋದಿ ಚಾಲನೆ ಹಾಗೂ ಕೆಲ ಯೋಜನೆಗಳಿಗೆ ಶಂಕುಸ್ಥಾಪನೆ ನೆರವೇರಿಸಿದರು. ದೇಶದ ರೈಲ್ವೆ ಜಾಲವನ್ನು ಇನ್ನಷ್ಟು ಬಲಪಡಿಸುವ ನಿಟ್ಟಿನಲ್ಲಿ ಹಲವು ಯೋಜನೆಗಳಿಗೆ ಚಾಲನೆ ದೊರೆತಿದೆ. bbox=[8, 200, 221, 216]
lead-top-block bbox=[234, 94, 520, 242]
masthead-logo-glyph: ಓ bbox=[720, 22, 730, 36]
story-modi-script-col2 bbox=[641, 252, 743, 332]
principal-portrait-photo bbox=[118, 506, 222, 570]
paragraph: ದೆಹಲಿಯಲ್ಲಿ ನಡೆದ ಸಭೆಯಲ್ಲಿ ಎಐಸಿಸಿ ಅಧ್ಯಕ್ಷರು ಮಾತನಾಡಿ, ಮುಂಬರುವ ಲೋಕಸಭಾ ಚುನಾವಣೆಗೆ ಪಕ್ಷದ ಸಿದ್ಧತೆ ಕುರಿತು ಚರ್ಚಿಸಿದರು. ಎಲ್ಲ ರಾಜ್ಯಗಳಲ್ಲಿಯೂ ಪಕ್ಷ ಸಂಘಟನೆ ಬಲಪಡಿಸುವ ಅಗತ್ಯವಿದೆ ಎಂದು ಅವರು ಹೇಳಿದರು. bbox=[8, 394, 221, 409]
paragraph: ಮುಂದಿನ ದಿನಗಳಲ್ಲಿ ಇನ್ನಷ್ಟು ಶಾಲೆಗಳಿಗೆ ಈ ಸೌಲಭ್ಯ ವಿಸ್ತರಿಸುವ ಯೋಜನೆ ಇದೆ ಎಂದು ತಿಳಿಸಲಾಗಿದೆ. bbox=[117, 825, 221, 840]
lead-body-col3 bbox=[428, 246, 520, 300]
paragraph: ಸಂಶೋಧನಾ ಕ್ಷೇತ್ರದಲ್ಲಿ ಯುವ ವಿಜ್ಞಾನಿಗಳಿಗೆ ಹೆಚ್ಚಿನ ಅವಕಾಶ ಕಲ್ಪಿಸಬೇಕು. ಅಂತಾರಾಷ್ಟ್ರೀಯ ಮಟ್ಟದ ಸಹಯೋಗ ಏರ್ಪಡಿಸುವ ಅಗತ್ಯವಿದೆ ಎಂದು ಹೇಳಿದರು. bbox=[533, 113, 742, 128]
story-congress bbox=[8, 371, 221, 465]
bottom-story-col4 bbox=[613, 1052, 744, 1108]
paragraph: ಕಾರ್ಯಕ್ರಮದಲ್ಲಿ ಮಠದ ಆಡಳಿತ ಮಂಡಳಿ ಸದಸ್ಯರು, ಭಕ್ತಾದಿಗಳು ಹಾಗೂ ಗಣ್ಯರು ಭಾಗವಹಿಸಿದ್ದರು. bbox=[640, 487, 742, 502]
newspaper-page bbox=[0, 14, 750, 1162]
story-principal-body-right bbox=[118, 573, 222, 635]
paragraph: ಅವರು ಹಲವಾರು ಸಂಶೋಧನಾ ಪ್ರಬಂಧಗಳನ್ನು ಪ್ರಕಟಿಸಿದ್ದು, ರಾಷ್ಟ್ರೀಯ ಮತ್ತು ಅಂತಾರಾಷ್ಟ್ರೀಯ ಸಮ್ಮೇಳನಗಳಲ್ಲಿ ಭಾಗವಹಿಸಿದ್ದಾರೆ. bbox=[8, 572, 112, 596]
story-college-body-col1 bbox=[234, 515, 326, 577]
paragraph: ಸಮಾರಂಭದ ಅಧ್ಯಕ್ಷತೆಯನ್ನು ಸಂಸ್ಥೆಯ ಅಧ್ಯಕ್ಷರು ವಹಿಸಿದ್ದರು. ಪ್ರಾಸ್ತಾವಿಕವಾಗಿ ಮಾತನಾಡಿದ ಅವರು ಕಾರ್ಯಕ್ರಮದ ಉದ್ದೇಶ ವಿವರಿಸಿದರು. bbox=[331, 273, 423, 297]
masthead-english-day: SUNDAY bbox=[656, 25, 693, 35]
paragraph: ಕಾರ್ಯಕ್ರಮದಲ್ಲಿ ವಿಶ್ವವಿದ್ಯಾಲಯದ ಕುಲಪತಿಗಳು, ಪ್ರಾಧ್ಯಾಪಕರು ಹಾಗೂ ಇತಿಹಾಸ ವಿಭಾಗದ ಸಿಬ್ಬಂದಿ ಉಪಸ್ಥಿತರಿದ್ದರು. bbox=[640, 306, 742, 330]
paragraph: ಸಮಾರೋಪ ಸಮಾರಂಭದಲ್ಲಿ ವಿಜೇತರಿಗೆ ಪ್ರಮಾಣಪತ್ರ ವಿತರಿಸಲಾಯಿತು. ಡಾ.ಎಸ್.ಕೆ.ಪಾಟೀಲ್, ಪ್ರೊ.ಎಂ.ಆರ್.ಹಿರೇಮಠ ಉಪಸ್ಥಿತರಿದ್ದರು. bbox=[533, 150, 742, 165]
lead-text-left bbox=[234, 94, 344, 242]
story-mela-dateline: ▸▸ ಧಾರವಾಡ bbox=[234, 613, 316, 620]
mela-group-photo bbox=[322, 610, 520, 678]
story-kudligi-headline-line2: ಸರ್ಕಾರದಿಂದ ಹೊಸ ತೋಟಗಳ ಕೊಡುಗೆ" bbox=[48, 658, 181, 670]
story-modi-projects-headline: 68,400 ಕೋಟಿ ಮೌಲ್ಯದ ಅಭಿವೃದ್ಧಿ ಯೋಜನೆಗಳಿಗೆ ಪ್ರಧಾನಿ ಮೋದಿ ಚಾಲನೆ bbox=[9, 157, 220, 188]
paragraph: ಬಳಿಕ ತಮ್ಮ ಪಕ್ಷದ ಶಾಸಕರು ಹಾಗೂ ಸಂಸದರೊಂದಿಗೆ ಚರ್ಚೆ ನಡೆಸಿದರು. ಈ ವೇಳೆ ರಾಜ್ಯಕ್ಕೆ ಬರಬೇಕಾದ ಅನುದಾನ ಬಿಡುಗಡೆ ಮಾಡದಿರುವ ಬಗ್ಗೆ ಆರೋಪಿಸಿದರು. ಕೇಂದ್ರ ಸರ್ಕಾರ ರಾಜ್ಯಕ್ಕೆ ನೀಡಬೇಕಾದ 45 ಸಾವಿರ ಕೋಟಿ ರೂಪಾಯಿ ಬಾಕಿ ಉಳಿಸಿಕೊಂಡಿದೆ ಎಂದು ಅವರು ದೂರಿದರು. bbox=[8, 124, 221, 147]
story-shivananda-col2 bbox=[641, 460, 743, 544]
story-modi-script-dateline: ▸▸ ಧಾರವಾಡ bbox=[533, 255, 635, 262]
bottom-story-dateline: ▸▸ ಧಾರವಾಡ bbox=[228, 945, 336, 952]
masthead-kannada-title: ಪ್ರತ್ಯಕ್ಷ ನಾಡು ಕನ್ನಡ ದಿನ ಪತ್ರಿಕೆ bbox=[150, 21, 276, 36]
story-principal bbox=[8, 476, 221, 637]
story-mela-bottom bbox=[234, 681, 520, 735]
story-kendra-headline: ಕೇಂದ್ರದ ವಿರುದ್ಧ ರಾತ್ರಿಯಿಡೀ ಪ್ರತಿಭಟನೆ ನಡೆಸಿದ ದೀದಿ bbox=[39, 64, 190, 74]
